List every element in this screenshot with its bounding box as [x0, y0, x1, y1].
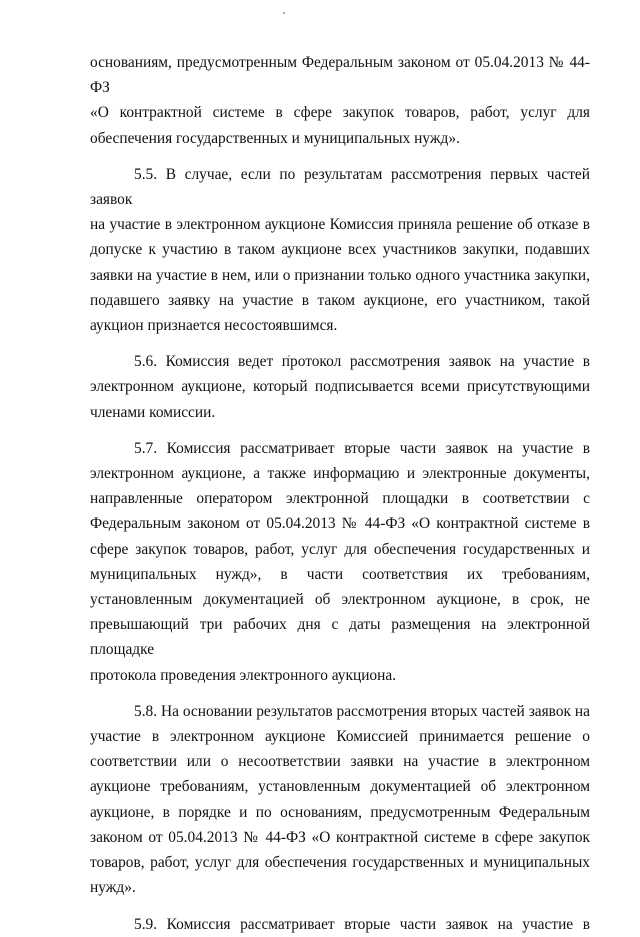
text-line: электронном аукционе, который подписывается всеми присутствующими — [90, 378, 590, 396]
paragraph-5-7 — [90, 436, 590, 688]
text-line: участие в электронном аукционе Комиссией принимается решение о — [90, 728, 590, 746]
paragraph-5-9 — [90, 912, 590, 937]
text-line: 5.5. В случае, если по результатам рассмотрения первых частей заявок — [90, 165, 590, 209]
text-line: электронном аукционе, а также информацию и электронные документы, — [90, 465, 590, 483]
paragraph-5-8 — [90, 699, 590, 901]
text-line: «О контрактной системе в сфере закупок товаров, работ, услуг для — [90, 104, 590, 122]
text-line: на участие в электронном аукционе Комиссия приняла решение об отказе в — [90, 216, 590, 234]
text-line: членами комиссии. — [90, 403, 216, 421]
text-line: 5.7. Комиссия рассматривает вторые части заявок на участие в — [134, 439, 590, 457]
text-line: допуске к участию в таком аукционе всех участников закупки, подавших — [90, 241, 590, 259]
text-line: обеспечения государственных и муниципальных нужд». — [90, 129, 460, 147]
text-line: сфере закупок товаров, работ, услуг для обеспечения государственных и — [90, 540, 590, 558]
text-line: нужд». — [90, 879, 136, 897]
text-line: подавшего заявку на участие в таком аукционе, его участником, такой — [90, 291, 590, 309]
paragraph-5-5 — [90, 162, 590, 338]
scan-speck — [283, 12, 285, 14]
text-line: законом от 05.04.2013 № 44-ФЗ «О контрактной системе в сфере закупок — [90, 828, 590, 846]
text-line: основаниям, предусмотренным Федеральным законом от 05.04.2013 № 44-ФЗ — [90, 54, 590, 97]
paragraph-5-6 — [90, 349, 590, 425]
text-line: 5.8. На основании результатов рассмотрения вторых частей заявок на — [134, 702, 590, 720]
text-line: направленные оператором электронной площадки в соответствии с — [90, 490, 590, 508]
text-line: заявки на участие в нем, или о признании только одного участника закупки, — [90, 266, 590, 284]
paragraph-continuation — [90, 50, 590, 151]
text-line: аукционе, в порядке и по основаниям, предусмотренным Федеральным — [90, 803, 590, 821]
text-line: соответствии или о несоответствии заявки на участие в электронном — [90, 753, 590, 771]
text-line: протокола проведения электронного аукциона. — [90, 666, 397, 684]
text-line: товаров, работ, услуг для обеспечения государственных и муниципальных — [90, 854, 590, 872]
text-line: Федеральным законом от 05.04.2013 № 44-ФЗ «О контрактной системе в — [90, 515, 590, 533]
text-line: 5.9. Комиссия рассматривает вторые части заявок на участие в — [134, 915, 590, 933]
text-line: муниципальных нужд», в части соответствия их требованиям, — [90, 565, 590, 583]
text-line: аукцион признается несостоявшимся. — [90, 317, 338, 335]
document-text — [90, 50, 590, 937]
text-line: аукционе требованиям, установленным документацией об электронном — [90, 778, 590, 796]
text-line: превышающий три рабочих дня с даты размещения на электронной площадке — [90, 616, 590, 659]
text-line: 5.6. Комиссия ведет протокол рассмотрения заявок на участие в — [134, 353, 590, 371]
text-line: установленным документацией об электронном аукционе, в срок, не — [90, 591, 590, 609]
